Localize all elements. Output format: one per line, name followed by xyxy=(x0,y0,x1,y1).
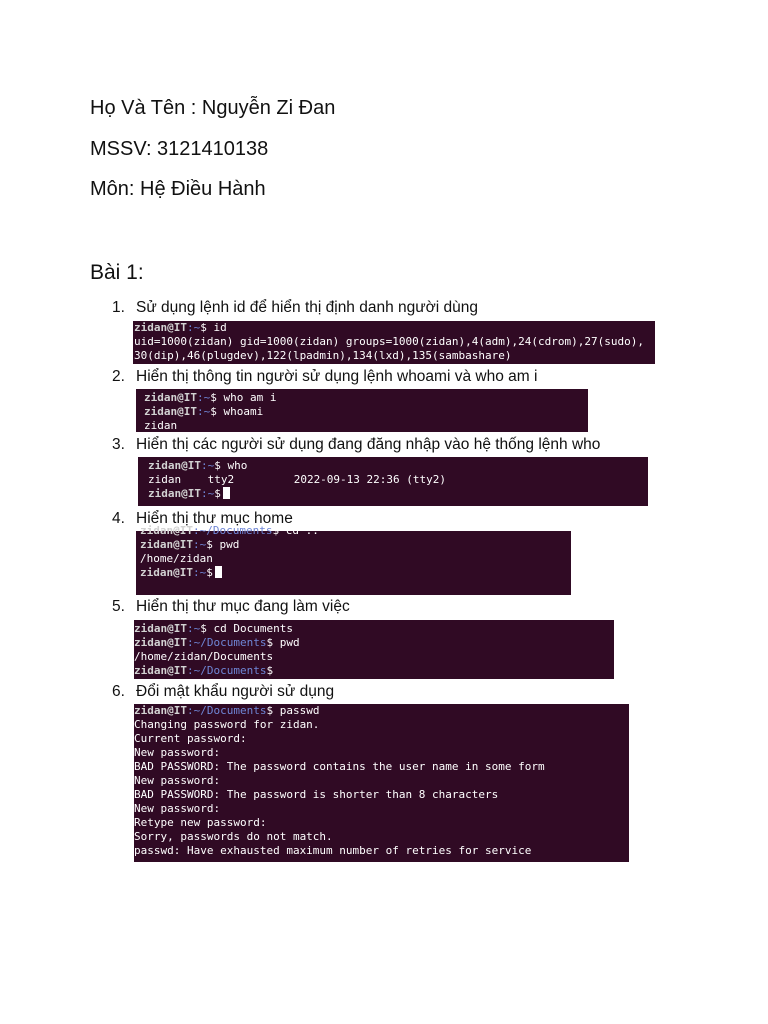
cursor-block xyxy=(223,487,230,499)
command-text: pwd xyxy=(279,636,300,649)
terminal-who xyxy=(138,457,648,506)
task-1-label xyxy=(112,299,478,317)
prompt-user: zidan@IT xyxy=(134,622,187,635)
task-number: 3. xyxy=(112,436,125,453)
task-number: 4. xyxy=(112,510,125,527)
output-line: Current password: xyxy=(134,732,247,745)
output-line: Changing password for zidan. xyxy=(134,718,320,731)
prompt-symbol: $ xyxy=(206,566,213,579)
prompt-user: zidan@IT xyxy=(144,391,197,404)
prompt-user: zidan@IT xyxy=(148,459,201,472)
cursor-block xyxy=(215,566,222,578)
task-number: 1. xyxy=(112,299,125,316)
task-3-label xyxy=(112,436,600,454)
prompt-path: :~/Documents xyxy=(186,664,267,677)
output-line: passwd: Have exhausted maximum number of retries for service xyxy=(134,844,532,857)
prompt-symbol: $ xyxy=(272,524,280,537)
command-text: pwd xyxy=(219,538,240,551)
prompt-path: :~ xyxy=(200,487,215,500)
prompt-path: :~ xyxy=(192,538,207,551)
output-line: zidan xyxy=(144,419,178,432)
prompt-user: zidan@IT xyxy=(134,321,187,334)
prompt-symbol: $ xyxy=(200,622,207,635)
output-line: 30(dip),46(plugdev),122(lpadmin),134(lxd),135(sambashare) xyxy=(134,349,512,362)
task-text: Hiển thị thư mục home xyxy=(136,510,293,527)
prompt-symbol: $ xyxy=(266,704,274,717)
terminal-home xyxy=(136,524,571,595)
prompt-user: zidan@IT xyxy=(134,636,187,649)
prompt-symbol: $ xyxy=(200,321,207,334)
output-line: /home/zidan xyxy=(140,552,213,565)
task-2-label xyxy=(112,368,537,386)
output-line: Retype new password: xyxy=(134,816,267,829)
command-text: cd .. xyxy=(285,524,319,537)
prompt-path: :~ xyxy=(186,321,201,334)
prompt-path: :~ xyxy=(186,622,201,635)
prompt-symbol: $ xyxy=(210,405,217,418)
command-text: id xyxy=(213,321,227,334)
task-text: Sử dụng lệnh id để hiển thị định danh người dùng xyxy=(136,299,479,316)
prompt-path: :~ xyxy=(196,405,211,418)
task-text: Hiển thị thông tin người sử dụng lệnh whoami và who am i xyxy=(136,368,538,385)
student-id: MSSV: 3121410138 xyxy=(90,138,269,160)
subject-name: Môn: Hệ Điều Hành xyxy=(90,178,266,200)
student-name: Họ Và Tên : Nguyễn Zi Đan xyxy=(90,97,336,119)
command-text: who am i xyxy=(223,391,277,404)
output-line: New password: xyxy=(134,774,221,787)
prompt-user: zidan@IT xyxy=(140,524,193,537)
terminal-whoami xyxy=(136,389,588,432)
command-text: whoami xyxy=(223,405,264,418)
output-line: New password: xyxy=(134,802,221,815)
prompt-path: :~/Documents xyxy=(186,704,267,717)
prompt-path: :~ xyxy=(192,566,207,579)
prompt-path: :~/Documents xyxy=(186,636,267,649)
output-line: New password: xyxy=(134,746,221,759)
prompt-symbol: $ xyxy=(266,664,274,677)
command-text: passwd xyxy=(279,704,320,717)
prompt-path: :~ xyxy=(200,459,215,472)
terminal-id xyxy=(133,321,655,364)
prompt-user: zidan@IT xyxy=(144,405,197,418)
output-line: /home/zidan/Documents xyxy=(134,650,274,663)
output-line: BAD PASSWORD: The password is shorter than 8 characters xyxy=(134,788,499,801)
prompt-symbol: $ xyxy=(214,487,221,500)
section-title: Bài 1: xyxy=(90,261,144,284)
task-text: Hiển thị các người sử dụng đang đăng nhập vào hệ thống lệnh who xyxy=(136,436,601,453)
task-number: 6. xyxy=(112,683,125,700)
prompt-user: zidan@IT xyxy=(134,664,187,677)
task-text: Hiển thị thư mục đang làm việc xyxy=(136,598,350,615)
prompt-path: :~/Documents xyxy=(192,524,273,537)
output-line: BAD PASSWORD: The password contains the user name in some form xyxy=(134,760,545,773)
terminal-passwd xyxy=(134,704,629,862)
output-line: Sorry, passwords do not match. xyxy=(134,830,333,843)
output-line: zidan tty2 2022-09-13 22:36 (tty2) xyxy=(148,473,447,486)
prompt-user: zidan@IT xyxy=(148,487,201,500)
prompt-user: zidan@IT xyxy=(140,538,193,551)
terminal-workdir xyxy=(134,620,614,679)
task-text: Đổi mật khẩu người sử dụng xyxy=(136,683,335,700)
output-line: uid=1000(zidan) gid=1000(zidan) groups=1000(zidan),4(adm),24(cdrom),27(sudo), xyxy=(134,335,644,348)
prompt-symbol: $ xyxy=(210,391,217,404)
prompt-path: :~ xyxy=(196,391,211,404)
task-5-label xyxy=(112,598,350,616)
command-text: cd Documents xyxy=(213,622,293,635)
task-6-label xyxy=(112,683,334,701)
prompt-user: zidan@IT xyxy=(134,704,187,717)
prompt-symbol: $ xyxy=(266,636,274,649)
task-number: 2. xyxy=(112,368,125,385)
prompt-symbol: $ xyxy=(206,538,213,551)
prompt-user: zidan@IT xyxy=(140,566,193,579)
prompt-symbol: $ xyxy=(214,459,221,472)
task-number: 5. xyxy=(112,598,125,615)
command-text: who xyxy=(227,459,248,472)
